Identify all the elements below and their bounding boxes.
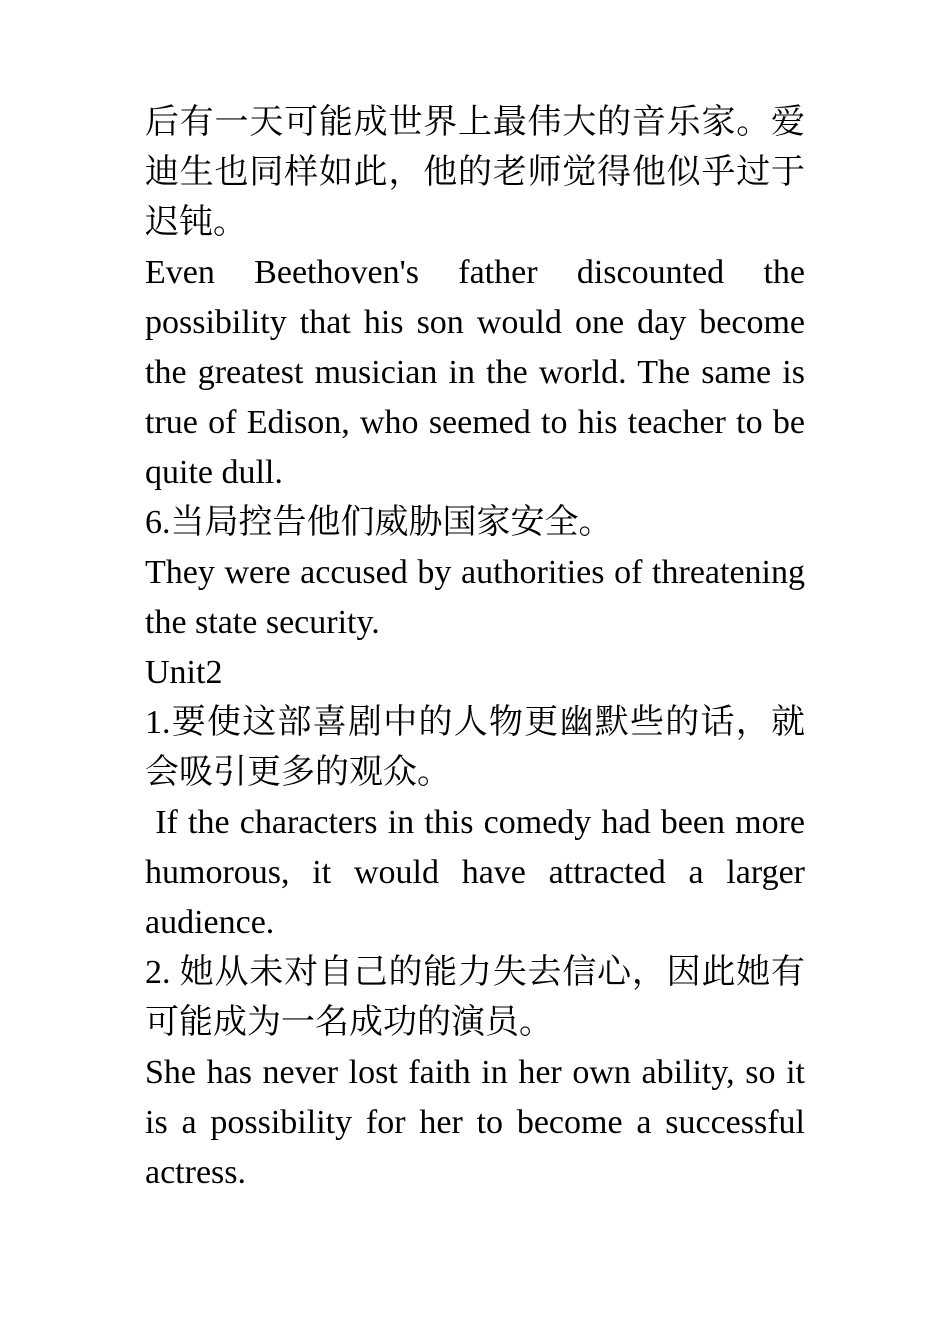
english-sentence-2: She has never lost faith in her own ability, so it is a possibility for her to become a successful actress. xyxy=(145,1054,805,1191)
chinese-sentence-2: 2. 她从未对自己的能力失去信心，因此她有可能成为一名成功的演员。 xyxy=(145,954,805,1041)
document-page xyxy=(145,98,814,1198)
english-sentence-6: They were accused by authorities of threatening the state security. xyxy=(145,554,805,641)
unit-heading: Unit2 xyxy=(145,654,223,691)
chinese-sentence-6: 6.当局控告他们威胁国家安全。 xyxy=(145,504,613,541)
english-sentence-1: If the characters in this comedy had been more humorous, it would have attracted a larger audience. xyxy=(145,804,814,941)
chinese-paragraph-continued: 后有一天可能成世界上最伟大的音乐家。爱迪生也同样如此，他的老师觉得他似乎过于迟钝。 xyxy=(145,104,805,241)
chinese-sentence-1: 1.要使这部喜剧中的人物更幽默些的话，就会吸引更多的观众。 xyxy=(145,704,805,791)
english-paragraph-beethoven: Even Beethoven's father discounted the possibility that his son would one day become the greatest musician in the world. The same is true of Edison, who seemed to his teacher to be quite dull. xyxy=(145,254,805,491)
